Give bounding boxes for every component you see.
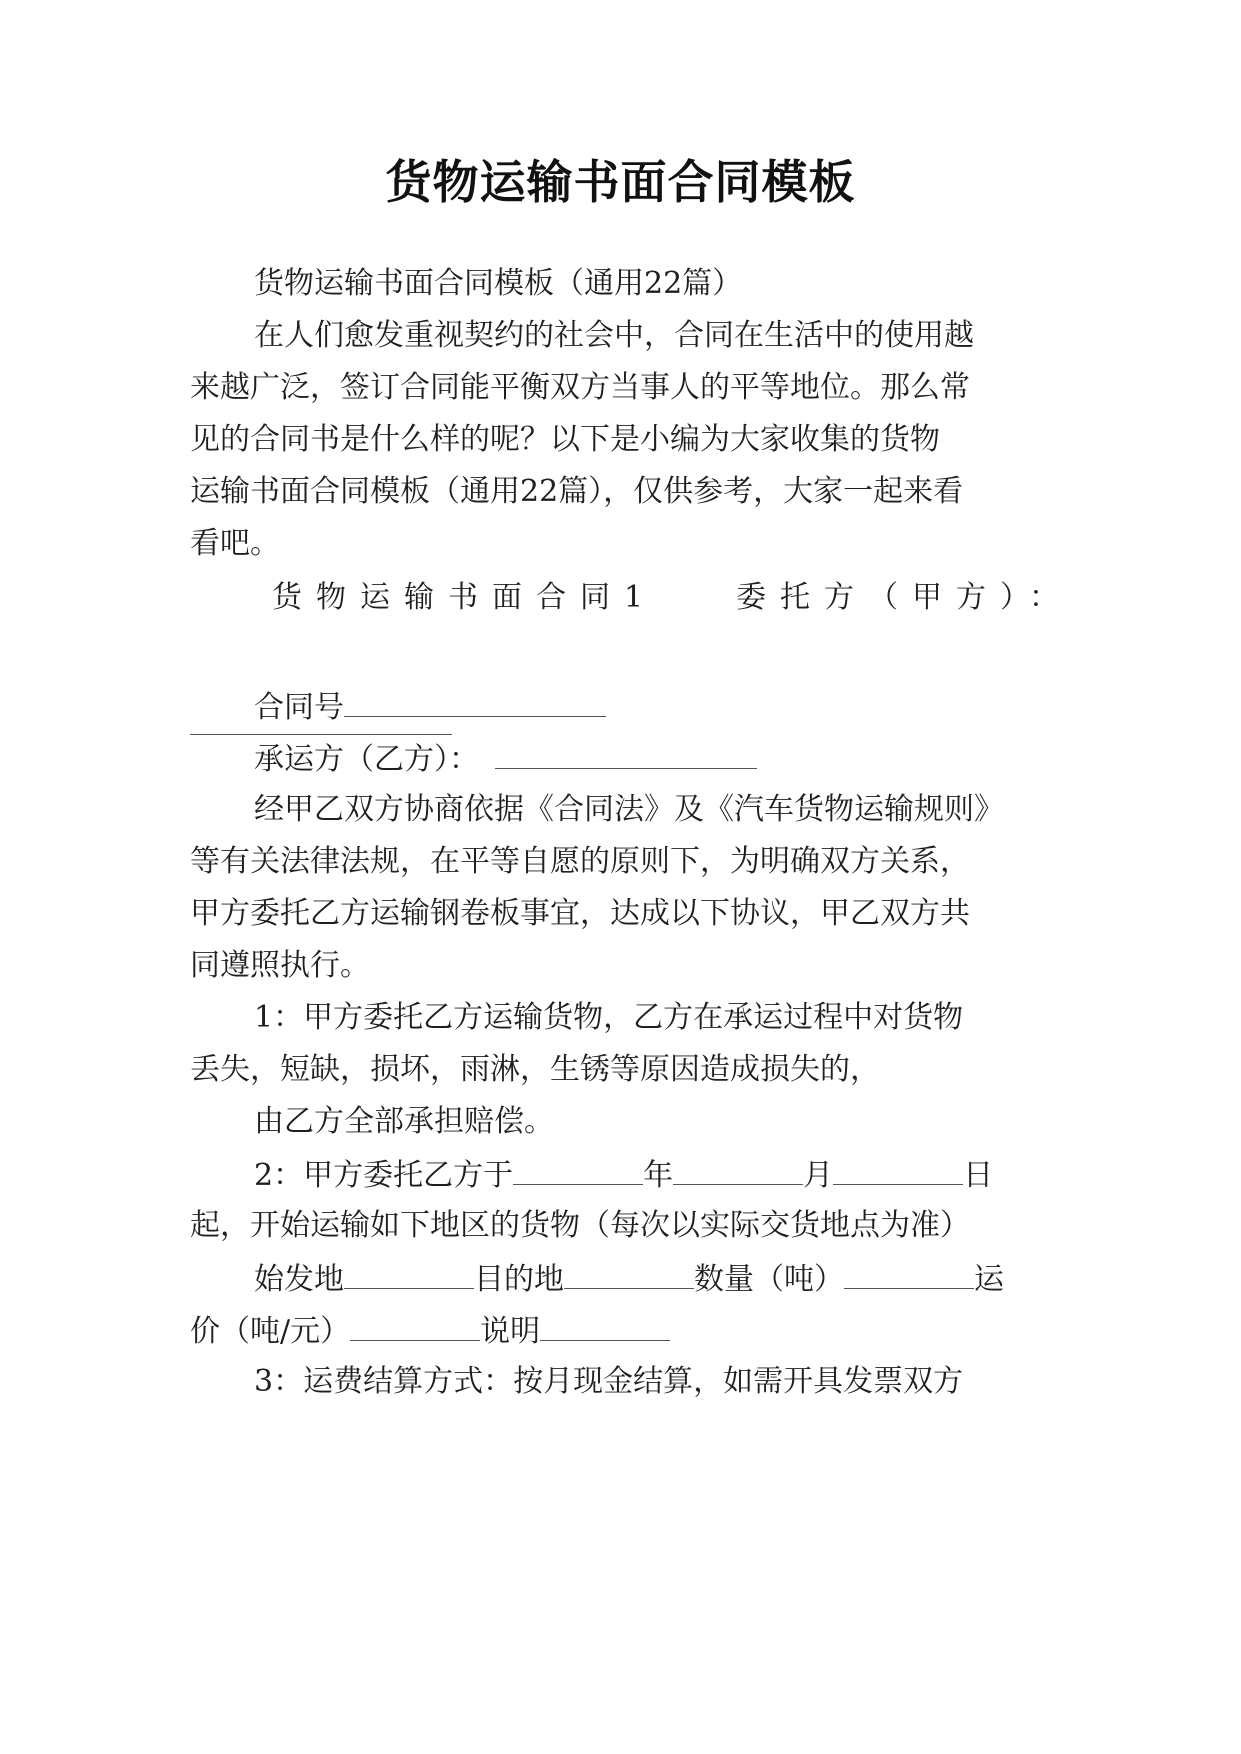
intro-line-2: 来越广泛，签订合同能平衡双方当事人的平等地位。那么常 [190, 370, 970, 405]
agreement-line-2: 等有关法律法规，在平等自愿的原则下，为明确双方关系， [190, 844, 970, 879]
agreement-line-4: 同遵照执行。 [190, 948, 370, 983]
note-label: 说明 [480, 1314, 541, 1349]
intro-line-4: 运输书面合同模板（通用22篇），仅供参考，大家一起来看 [190, 474, 964, 509]
contract-number-line [254, 686, 606, 728]
origin-label: 始发地 [254, 1262, 344, 1297]
freight-label-start: 运 [974, 1262, 1004, 1297]
agreement-line-1: 经甲乙双方协商依据《合同法》及《汽车货物运输规则》 [254, 792, 1004, 827]
origin-blank [344, 1258, 474, 1289]
freight-rate-label: 价（吨/元） [190, 1314, 351, 1349]
clause-2-start: 2：甲方委托乙方于 [254, 1158, 514, 1193]
intro-line-3: 见的合同书是什么样的呢？以下是小编为大家收集的货物 [190, 422, 940, 457]
contract-number-label: 合同号 [254, 690, 344, 725]
clause-1-line-2: 丢失，短缺，损坏，雨淋，生锈等原因造成损失的， [190, 1052, 880, 1087]
document-title: 货物运输书面合同模板 [385, 155, 856, 209]
year-blank [513, 1154, 643, 1185]
destination-blank [564, 1258, 694, 1289]
clause-1-line-1: 1：甲方委托乙方运输货物，乙方在承运过程中对货物 [254, 1000, 964, 1035]
route-line-1 [254, 1258, 1004, 1300]
destination-label: 目的地 [474, 1262, 564, 1297]
intro-line-5: 看吧。 [190, 526, 280, 561]
clause-2-line-2: 起，开始运输如下地区的货物（每次以实际交货地点为准） [190, 1208, 970, 1243]
client-party-label: 委托方（甲方）： [736, 580, 1073, 615]
route-line-2 [190, 1310, 670, 1352]
freight-rate-blank [350, 1310, 480, 1341]
subtitle-line: 货物运输书面合同模板（通用22篇） [254, 266, 743, 301]
quantity-blank [844, 1258, 974, 1289]
carrier-party-blank [495, 738, 757, 769]
clause-2-line-1 [254, 1154, 993, 1196]
carrier-line [254, 738, 757, 780]
clause-1-line-3: 由乙方全部承担赔偿。 [254, 1104, 554, 1139]
month-blank [673, 1154, 803, 1185]
year-label: 年 [643, 1158, 674, 1193]
day-blank [833, 1154, 963, 1185]
note-blank [540, 1310, 670, 1341]
quantity-label: 数量（吨） [694, 1262, 844, 1297]
month-label: 月 [803, 1158, 834, 1193]
contract-number-blank [344, 686, 606, 717]
agreement-line-3: 甲方委托乙方运输钢卷板事宜，达成以下协议，甲乙双方共 [190, 896, 970, 931]
carrier-party-label: 承运方（乙方）： [254, 742, 479, 777]
intro-line-1: 在人们愈发重视契约的社会中，合同在生活中的使用越 [254, 318, 974, 353]
day-label: 日 [963, 1158, 994, 1193]
clause-3-line-1: 3：运费结算方式：按月现金结算，如需开具发票双方 [254, 1364, 964, 1399]
contract-heading: 货物运输书面合同1 [272, 580, 658, 615]
